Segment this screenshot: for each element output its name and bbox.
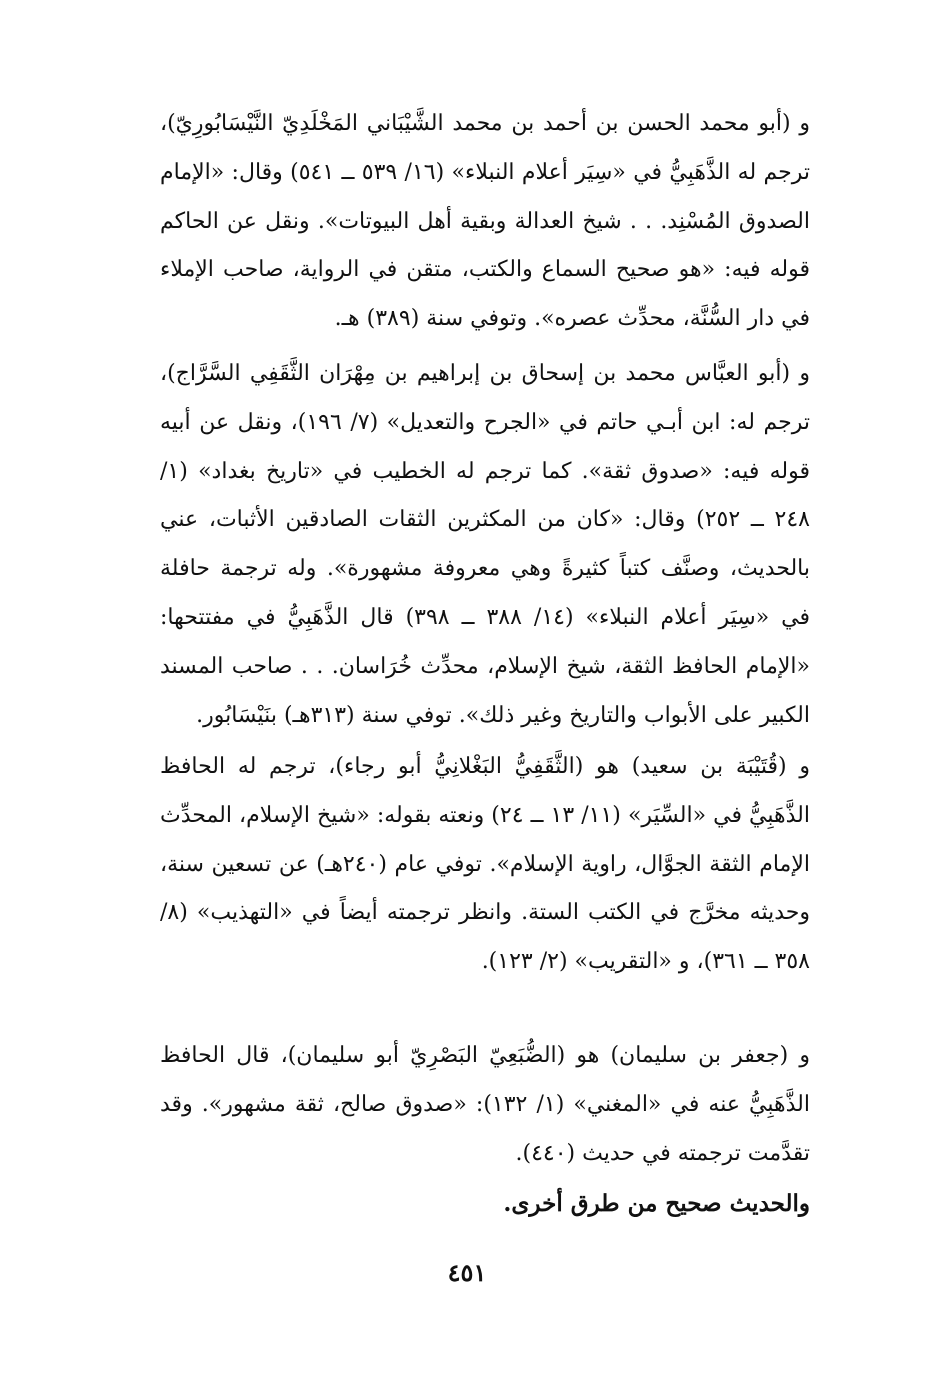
paragraph-alsarraj: و (أبو العبَّاس محمد بن إسحاق بن إبراهيم بن مِهْرَان الثَّقَفِي السَّرَّاج)، ترجم له: ابن أبـي حاتم في «الجرح والتعديل» (٧/ ١٩٦)، ونقل عن أبيه قوله فيه: «صدوق ثقة». كما ترجم له الخطيب في «تاريخ بغداد» (١/ ٢٤٨ ــ ٢٥٢) وقال: «كان من المكثرين الثقات الصادقين الأثبات، عني بالحديث، وصنَّف كتباً كثيرةً وهي معروفة مشهورة». وله ترجمة حافلة في «سِيَر أعلام النبلاء» (١٤/ ٣٨٨ ــ ٣٩٨) قال الذَّهَبِيُّ في مفتتحها: «الإمام الحافظ الثقة، شيخ الإسلام، محدِّث خُرَاسان. . . صاحب المسند الكبير على الأبواب والتاريخ وغير ذلك». توفي سنة (٣١٣هـ) بنَيْسَابُور. [160,361,811,728]
closing-statement: والحديث صحيح من طرق أخرى. [503,1190,810,1217]
page-number: ٤٥١ [447,1258,487,1287]
paragraph-almakhladi: و (أبو محمد الحسن بن أحمد بن محمد الشَّيْبَاني المَخْلَدِيّ النَّيْسَابُورِيّ)، ترجم له الذَّهَبِيُّ في «سِيَر أعلام النبلاء» (١٦/ ٥٣٩ ــ ٥٤١) وقال: «الإمام الصدوق المُسْنِد. . . شيخ العدالة وبقية أهل البيوتات». ونقل عن الحاكم قوله فيه: «هو صحيح السماع والكتب، متقن في الرواية، صاحب الإملاء في دار السُّنَّة، محدِّث عصره». وتوفي سنة (٣٨٩) هـ. [160,111,810,332]
paragraph-jafar: و (جعفر بن سليمان) هو (الضُّبَعِيّ البَصْرِيّ أبو سليمان)، قال الحافظ الذَّهَبِيُّ عنه في «المغني» (١/ ١٣٢): «صدوق صالح، ثقة مشهور». وقد تقدَّمت ترجمته في حديث (٤٤٠). [160,1043,810,1166]
paragraph-qutaybah: و (قُتَيْبَة بن سعيد) هو (الثَّقَفِيُّ البَغْلانِيُّ أبو رجاء)، ترجم له الحافظ الذَّهَبِيُّ في «السِّيَر» (١١/ ١٣ ــ ٢٤) ونعته بقوله: «شيخ الإسلام، المحدِّث الإمام الثقة الجوَّال، راوية الإسلام». توفي عام (٢٤٠هـ) عن تسعين سنة، وحديثه مخرَّج في الكتب الستة. وانظر ترجمته أيضاً في «التهذيب» (٨/ ٣٥٨ ــ ٣٦١)، و «التقريب» (٢/ ١٢٣). [160,754,811,975]
